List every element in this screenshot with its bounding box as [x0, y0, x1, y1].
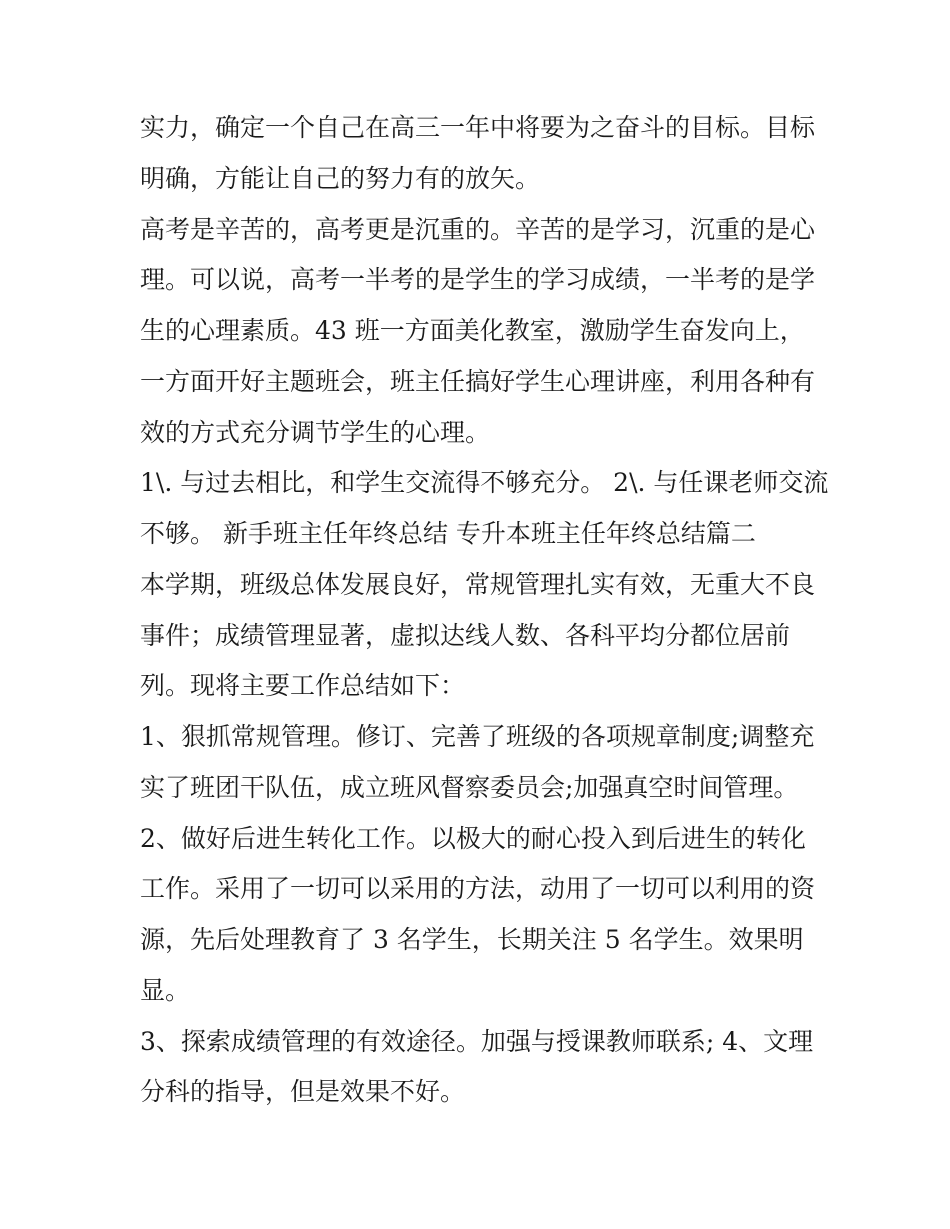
text-line: 实了班团干队伍，成立班风督察委员会;加强真空时间管理。	[140, 773, 799, 802]
text-line: 显。	[140, 976, 191, 1005]
text-line: 分科的指导，但是效果不好。	[140, 1077, 466, 1106]
text-line: 事件；成绩管理显著，虚拟达线人数、各科平均分都位居前	[140, 621, 791, 650]
text-line: 效的方式充分调节学生的心理。	[140, 418, 491, 447]
text-line: 本学期，班级总体发展良好，常规管理扎实有效，无重大不良	[140, 570, 816, 599]
text-line: 理。可以说，高考一半考的是学生的学习成绩，一半考的是学	[140, 265, 816, 294]
text-line: 实力，确定一个自己在高三一年中将要为之奋斗的目标。目标	[140, 113, 816, 142]
text-line: 1、狠抓常规管理。修订、完善了班级的各项规章制度;调整充	[140, 722, 815, 751]
text-line: 生的心理素质。43 班一方面美化教室，激励学生奋发向上，	[140, 316, 805, 345]
text-line: 3、探索成绩管理的有效途径。加强与授课教师联系; 4、文理	[140, 1027, 814, 1056]
text-line: 一方面开好主题班会，班主任搞好学生心理讲座，利用各种有	[140, 367, 816, 396]
text-line: 1\. 与过去相比，和学生交流得不够充分。 2\. 与任课老师交流	[140, 468, 829, 497]
text-line: 源，先后处理教育了 3 名学生，长期关注 5 名学生。效果明	[140, 925, 804, 954]
text-line: 高考是辛苦的，高考更是沉重的。辛苦的是学习，沉重的是心	[140, 215, 816, 244]
text-line: 明确，方能让自己的努力有的放矢。	[140, 164, 541, 193]
text-line: 不够。 新手班主任年终总结 专升本班主任年终总结篇二	[140, 519, 756, 548]
text-line: 2、做好后进生转化工作。以极大的耐心投入到后进生的转化	[140, 824, 806, 853]
text-line: 列。现将主要工作总结如下：	[140, 671, 466, 700]
text-line: 工作。采用了一切可以采用的方法，动用了一切可以利用的资	[140, 874, 816, 903]
